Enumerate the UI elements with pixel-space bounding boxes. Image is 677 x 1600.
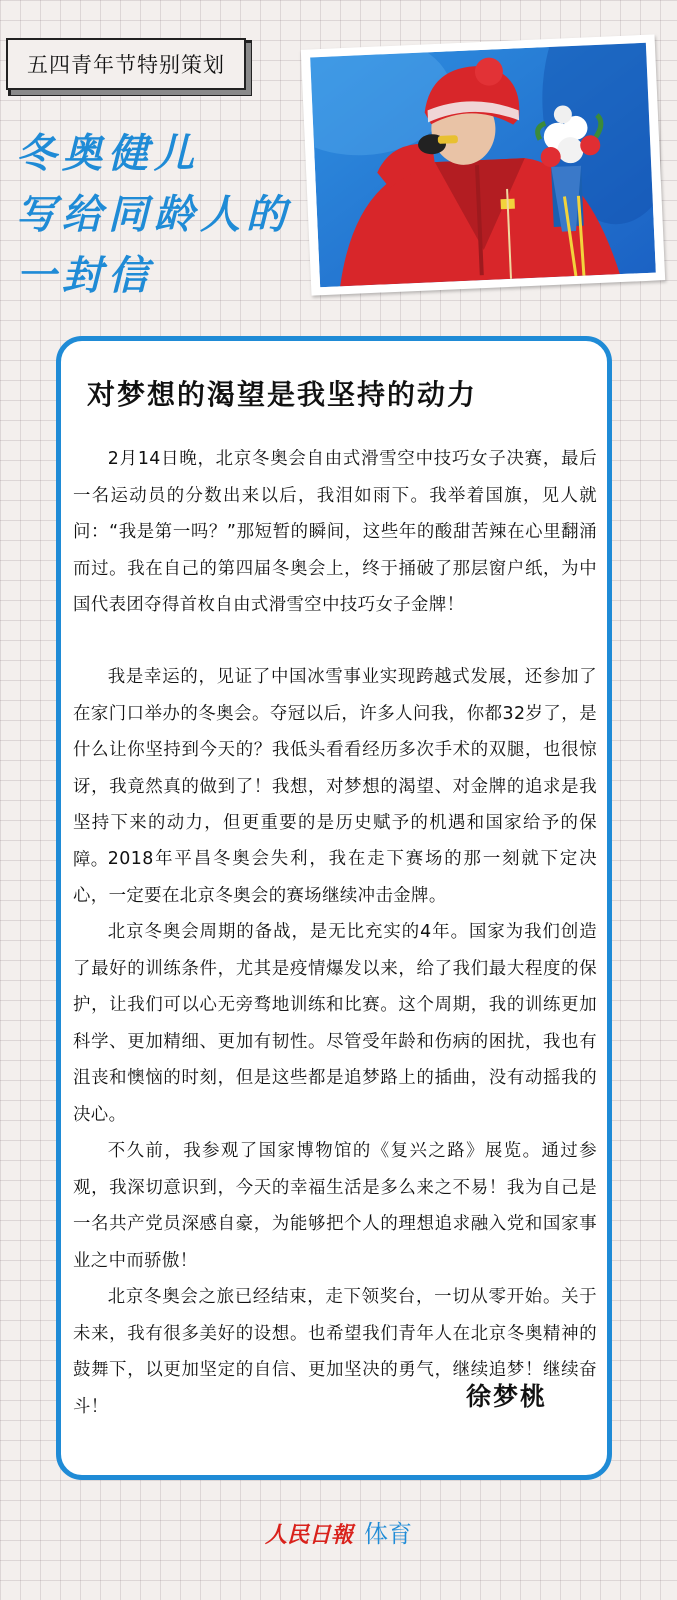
letter-paragraph-4: 北京冬奥会周期的备战，是无比充实的4年。国家为我们创造了最好的训练条件，尤其是疫情爆发以来，给了我们最大程度的保护，让我们可以心无旁骛地训练和比赛。这个周期，我的训练更加科学、更加精细、更加有韧性。尽管受年龄和伤病的困扰，我也有沮丧和懊恼的时刻，但是这些都是追梦路上的插曲，没有动摇我的决心。 xyxy=(73,922,597,1125)
letter-paragraph-3: 2018年平昌冬奥会失利，我在走下赛场的那一刻就下定决心，一定要在北京冬奥会的赛场继续冲击金牌。 xyxy=(73,849,597,906)
letter-paragraph-2: 我是幸运的，见证了中国冰雪事业实现跨越式发展，还参加了在家门口举办的冬奥会。夺冠以后，许多人问我，你都32岁了，是什么让你坚持到今天的？我低头看看经历多次手术的双腿，也很惊讶，我竟然真的做到了！我想，对梦想的渴望、对金牌的追求是我坚持下来的动力，但更重要的是历史赋予的机遇和国家给予的保障。 xyxy=(73,667,597,870)
letter-card xyxy=(56,336,612,1480)
letter-paragraph-5: 不久前，我参观了国家博物馆的《复兴之路》展览。通过参观，我深切意识到，今天的幸福生活是多么来之不易！我为自己是一名共产党员深感自豪，为能够把个人的理想追求融入党和国家事业之中而骄傲！ xyxy=(73,1141,597,1271)
headline-line-1: 冬奥健儿 xyxy=(16,131,200,177)
section-label: 体育 xyxy=(364,1520,413,1548)
footer xyxy=(0,1514,677,1549)
headline xyxy=(16,124,326,307)
letter-paragraph-6: 北京冬奥会之旅已经结束，走下领奖台，一切从零开始。关于未来，我有很多美好的设想。也希望我们青年人在北京冬奥精神的鼓舞下，以更加坚定的自信、更加坚决的勇气，继续追梦！继续奋斗！ xyxy=(73,1287,597,1417)
signature: 徐梦桃 xyxy=(465,1382,547,1411)
headline-line-2: 写给同龄人的 xyxy=(16,192,292,238)
letter-title: 对梦想的渴望是我坚持的动力 xyxy=(87,378,478,411)
headline-line-3: 一封信 xyxy=(16,253,154,299)
athlete-photo xyxy=(301,34,665,295)
newspaper-logo: 人民日報 xyxy=(264,1522,353,1548)
campaign-tag xyxy=(6,38,246,90)
letter-paragraph-1: 2月14日晚，北京冬奥会自由式滑雪空中技巧女子决赛，最后一名运动员的分数出来以后，我泪如雨下。我举着国旗，见人就问：“我是第一吗？”那短暂的瞬间，这些年的酸甜苦辣在心里翻涌而过。我在自己的第四届冬奥会上，终于捅破了那层窗户纸，为中国代表团夺得首枚自由式滑雪空中技巧女子金牌！ xyxy=(73,449,597,615)
athlete-photo-illustration xyxy=(310,43,656,287)
campaign-tag-label: 五四青年节特别策划 xyxy=(27,53,225,77)
